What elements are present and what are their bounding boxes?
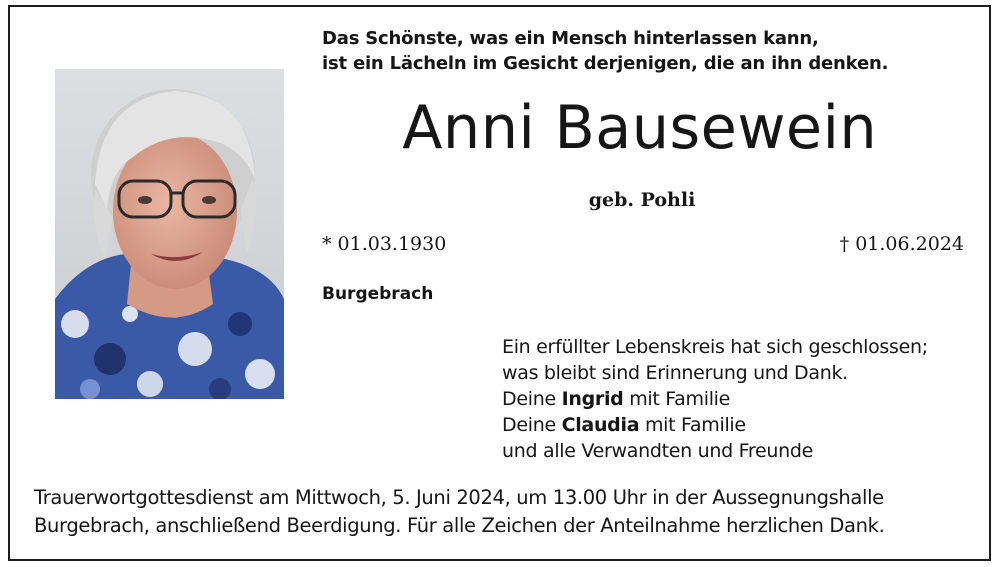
mourner-prefix: Deine [502,388,562,410]
portrait-illustration [55,69,284,399]
death-date: † 01.06.2024 [839,233,964,255]
mourner-name: Ingrid [561,388,624,410]
deceased-name: Anni Bausewein [402,93,878,163]
service-line: Burgebrach, anschließend Beerdigung. Für alle Zeichen der Anteilnahme herzlichen Dank. [34,514,885,537]
service-line: Trauerwortgottesdienst am Mittwoch, 5. Juni 2024, um 13.00 Uhr in der Aussegnungshalle [34,486,884,509]
mourners-line: Ein erfüllter Lebenskreis hat sich geschlossen; [502,336,928,358]
birth-date: * 01.03.1930 [322,233,447,255]
mourner-ingrid [502,386,928,412]
memorial-quote [322,26,888,76]
hometown: Burgebrach [322,284,434,304]
mourners-block [502,334,928,464]
mourner-suffix: mit Familie [623,388,731,410]
mourners-line: und alle Verwandten und Freunde [502,440,813,462]
quote-line: Das Schönste, was ein Mensch hinterlassen kann, [322,28,819,49]
mourner-claudia [502,412,928,438]
service-info [34,484,884,540]
mourner-suffix: mit Familie [639,414,746,436]
quote-line: ist ein Lächeln im Gesicht derjenigen, die an ihn denken. [322,53,889,74]
mourner-prefix: Deine [502,414,562,436]
mourner-name: Claudia [561,414,640,436]
mourners-line: was bleibt sind Erinnerung und Dank. [502,362,848,384]
portrait-photo [55,69,284,399]
maiden-name: geb. Pohli [588,189,696,211]
